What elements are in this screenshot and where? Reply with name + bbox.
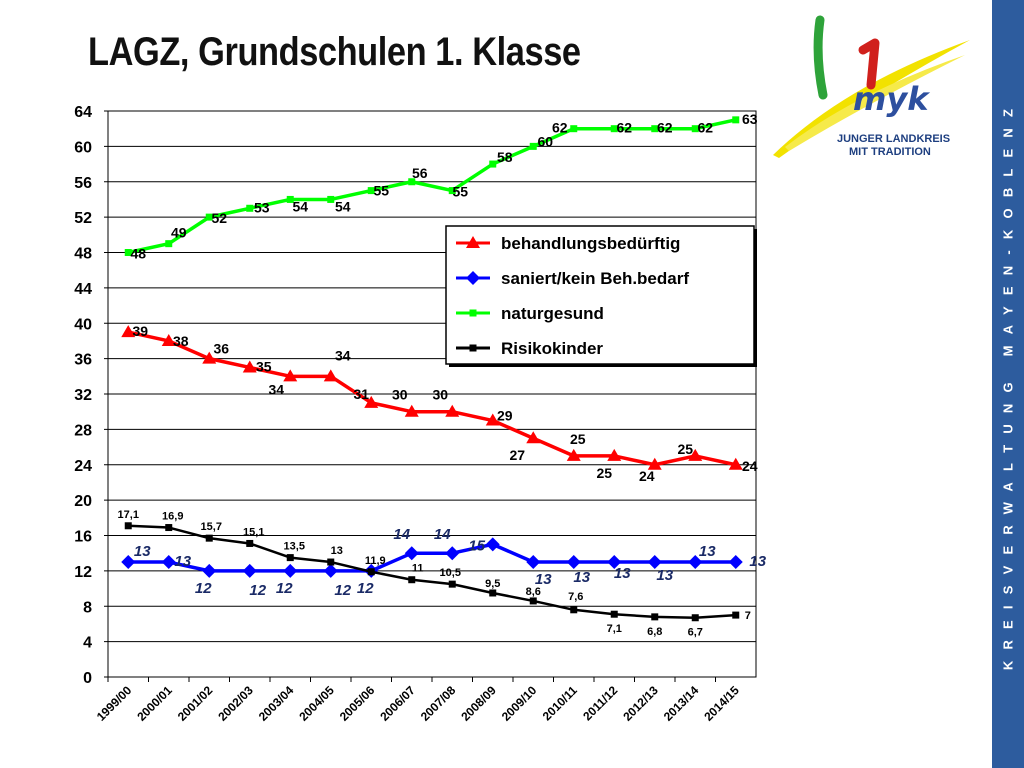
logo-line1: JUNGER LANDKREIS xyxy=(837,133,951,145)
data-label-behandlungsbed-rftig: 27 xyxy=(509,447,526,464)
data-label-saniert-kein-beh-bedarf: 13 xyxy=(573,569,591,587)
x-tick-label: 2008/09 xyxy=(458,683,499,724)
data-point-risikokinder xyxy=(165,524,172,531)
y-tick-label: 60 xyxy=(74,139,92,157)
data-label-saniert-kein-beh-bedarf: 14 xyxy=(433,526,451,544)
data-point-risikokinder xyxy=(489,589,496,596)
data-label-saniert-kein-beh-bedarf: 15 xyxy=(468,537,486,555)
data-label-naturgesund: 54 xyxy=(292,198,309,215)
y-tick-label: 52 xyxy=(74,210,92,228)
x-tick-label: 2014/15 xyxy=(701,683,742,724)
data-label-naturgesund: 54 xyxy=(334,198,351,215)
x-tick-label: 2011/12 xyxy=(580,683,621,724)
x-tick-label: 2003/04 xyxy=(255,683,297,724)
y-tick-label: 20 xyxy=(74,493,92,511)
y-tick-label: 56 xyxy=(74,174,92,192)
data-label-behandlungsbed-rftig: 25 xyxy=(569,430,586,447)
data-point-risikokinder xyxy=(327,559,334,566)
data-label-naturgesund: 49 xyxy=(170,224,187,241)
logo-red-stroke xyxy=(863,43,875,85)
data-label-saniert-kein-beh-bedarf: 13 xyxy=(613,565,631,583)
data-label-saniert-kein-beh-bedarf: 12 xyxy=(356,579,374,597)
data-label-naturgesund: 58 xyxy=(496,149,513,166)
data-label-risikokinder: 7,1 xyxy=(606,623,622,636)
legend-label: saniert/kein Beh.bedarf xyxy=(501,269,690,288)
data-label-behandlungsbed-rftig: 30 xyxy=(432,386,449,403)
x-tick-label: 2004/05 xyxy=(296,683,337,724)
data-point-naturgesund xyxy=(489,161,496,168)
y-tick-label: 48 xyxy=(74,245,92,263)
data-point-naturgesund xyxy=(570,125,577,132)
y-tick-label: 44 xyxy=(74,280,92,298)
legend-marker xyxy=(470,310,477,317)
data-label-saniert-kein-beh-bedarf: 13 xyxy=(656,567,674,585)
data-label-naturgesund: 55 xyxy=(452,183,469,200)
data-label-naturgesund: 48 xyxy=(130,245,147,262)
data-point-risikokinder xyxy=(125,522,132,529)
data-label-naturgesund: 52 xyxy=(211,210,228,227)
data-label-behandlungsbed-rftig: 24 xyxy=(741,457,758,474)
data-point-risikokinder xyxy=(732,612,739,619)
data-point-risikokinder xyxy=(570,606,577,613)
data-label-naturgesund: 62 xyxy=(697,119,714,136)
legend-label: Risikokinder xyxy=(501,339,604,358)
legend-marker xyxy=(470,345,477,352)
y-tick-label: 4 xyxy=(83,634,92,652)
data-label-risikokinder: 7 xyxy=(744,610,751,623)
y-tick-label: 8 xyxy=(83,599,92,617)
data-label-behandlungsbed-rftig: 30 xyxy=(391,386,408,403)
y-tick-label: 24 xyxy=(74,457,92,475)
data-point-risikokinder xyxy=(449,581,456,588)
data-label-behandlungsbed-rftig: 25 xyxy=(677,440,694,457)
data-label-risikokinder: 10,5 xyxy=(439,567,461,580)
data-label-risikokinder: 15,7 xyxy=(200,521,222,534)
data-label-behandlungsbed-rftig: 31 xyxy=(353,385,370,402)
data-label-risikokinder: 11 xyxy=(411,562,424,575)
side-text: KREISVERWALTUNG MAYEN-KOBLENZ xyxy=(1000,97,1016,671)
data-label-risikokinder: 9,5 xyxy=(485,577,501,590)
data-label-saniert-kein-beh-bedarf: 13 xyxy=(534,571,552,589)
data-label-risikokinder: 13 xyxy=(330,545,343,558)
data-label-naturgesund: 55 xyxy=(373,182,390,199)
data-label-saniert-kein-beh-bedarf: 12 xyxy=(334,581,352,599)
data-point-risikokinder xyxy=(246,540,253,547)
x-tick-label: 2012/13 xyxy=(620,683,661,724)
data-label-saniert-kein-beh-bedarf: 12 xyxy=(275,579,293,597)
data-label-naturgesund: 60 xyxy=(537,133,554,150)
data-label-behandlungsbed-rftig: 38 xyxy=(172,332,189,349)
data-label-naturgesund: 56 xyxy=(411,164,428,181)
data-point-naturgesund xyxy=(246,205,253,212)
x-tick-label: 2005/06 xyxy=(336,683,378,724)
data-label-behandlungsbed-rftig: 25 xyxy=(596,464,613,481)
data-point-risikokinder xyxy=(692,614,699,621)
y-tick-label: 12 xyxy=(74,563,92,581)
data-label-saniert-kein-beh-bedarf: 13 xyxy=(174,553,192,571)
y-tick-label: 40 xyxy=(74,316,92,334)
data-label-naturgesund: 62 xyxy=(616,119,633,136)
logo-mark: myk xyxy=(853,80,929,118)
legend-label: behandlungsbedürftig xyxy=(501,234,681,253)
data-label-behandlungsbed-rftig: 24 xyxy=(638,467,655,484)
logo-line2: MIT TRADITION xyxy=(849,146,931,158)
data-label-naturgesund: 62 xyxy=(551,119,568,136)
data-point-risikokinder xyxy=(206,535,213,542)
data-label-risikokinder: 6,8 xyxy=(647,625,663,638)
data-label-behandlungsbed-rftig: 34 xyxy=(268,381,285,398)
logo-green-stroke xyxy=(818,20,823,95)
y-tick-label: 32 xyxy=(74,387,92,404)
data-label-behandlungsbed-rftig: 35 xyxy=(255,358,272,375)
data-point-risikokinder xyxy=(287,554,294,561)
x-tick-label: 2013/14 xyxy=(660,683,702,724)
data-label-risikokinder: 13,5 xyxy=(283,540,305,553)
x-tick-label: 2000/01 xyxy=(134,683,175,724)
y-tick-label: 28 xyxy=(74,422,92,440)
y-tick-label: 16 xyxy=(74,528,92,546)
data-label-naturgesund: 62 xyxy=(656,119,673,136)
data-point-risikokinder xyxy=(368,568,375,575)
data-label-behandlungsbed-rftig: 39 xyxy=(132,323,149,340)
x-tick-label: 2002/03 xyxy=(215,683,256,724)
data-label-risikokinder: 11,9 xyxy=(364,554,386,567)
data-label-saniert-kein-beh-bedarf: 12 xyxy=(194,579,212,597)
data-label-behandlungsbed-rftig: 34 xyxy=(334,347,351,364)
data-label-naturgesund: 53 xyxy=(253,199,270,216)
x-tick-label: 2006/07 xyxy=(377,683,418,724)
data-label-saniert-kein-beh-bedarf: 13 xyxy=(698,543,716,561)
data-label-saniert-kein-beh-bedarf: 12 xyxy=(249,581,267,599)
data-point-naturgesund xyxy=(327,196,334,203)
data-label-risikokinder: 6,7 xyxy=(687,626,703,639)
data-label-behandlungsbed-rftig: 29 xyxy=(496,407,513,424)
y-tick-label: 64 xyxy=(74,104,92,121)
data-label-risikokinder: 16,9 xyxy=(162,510,184,523)
data-point-naturgesund xyxy=(530,143,537,150)
x-tick-label: 1999/00 xyxy=(93,683,135,724)
data-point-risikokinder xyxy=(530,597,537,604)
data-point-naturgesund xyxy=(732,116,739,123)
data-label-saniert-kein-beh-bedarf: 13 xyxy=(749,553,767,571)
x-tick-label: 2009/10 xyxy=(498,683,540,724)
logo xyxy=(765,15,975,170)
data-point-risikokinder xyxy=(651,613,658,620)
data-label-behandlungsbed-rftig: 36 xyxy=(213,340,230,357)
x-tick-label: 2001/02 xyxy=(174,683,216,724)
data-label-risikokinder: 7,6 xyxy=(568,590,584,603)
y-tick-label: 36 xyxy=(74,351,92,369)
data-point-naturgesund xyxy=(165,240,172,247)
x-tick-label: 2007/08 xyxy=(417,683,459,724)
legend-label: naturgesund xyxy=(501,304,604,323)
data-point-risikokinder xyxy=(611,611,618,618)
x-tick-label: 2010/11 xyxy=(539,683,580,724)
data-label-risikokinder: 15,1 xyxy=(243,526,265,539)
data-label-saniert-kein-beh-bedarf: 13 xyxy=(133,543,151,561)
data-label-risikokinder: 17,1 xyxy=(117,508,139,521)
data-label-naturgesund: 63 xyxy=(741,110,758,127)
legend xyxy=(446,226,757,367)
y-tick-label: 0 xyxy=(83,670,92,687)
page-title: LAGZ, Grundschulen 1. Klasse xyxy=(88,30,581,74)
data-label-saniert-kein-beh-bedarf: 14 xyxy=(393,526,411,544)
data-point-risikokinder xyxy=(408,576,415,583)
data-label-risikokinder: 8,6 xyxy=(525,585,541,598)
